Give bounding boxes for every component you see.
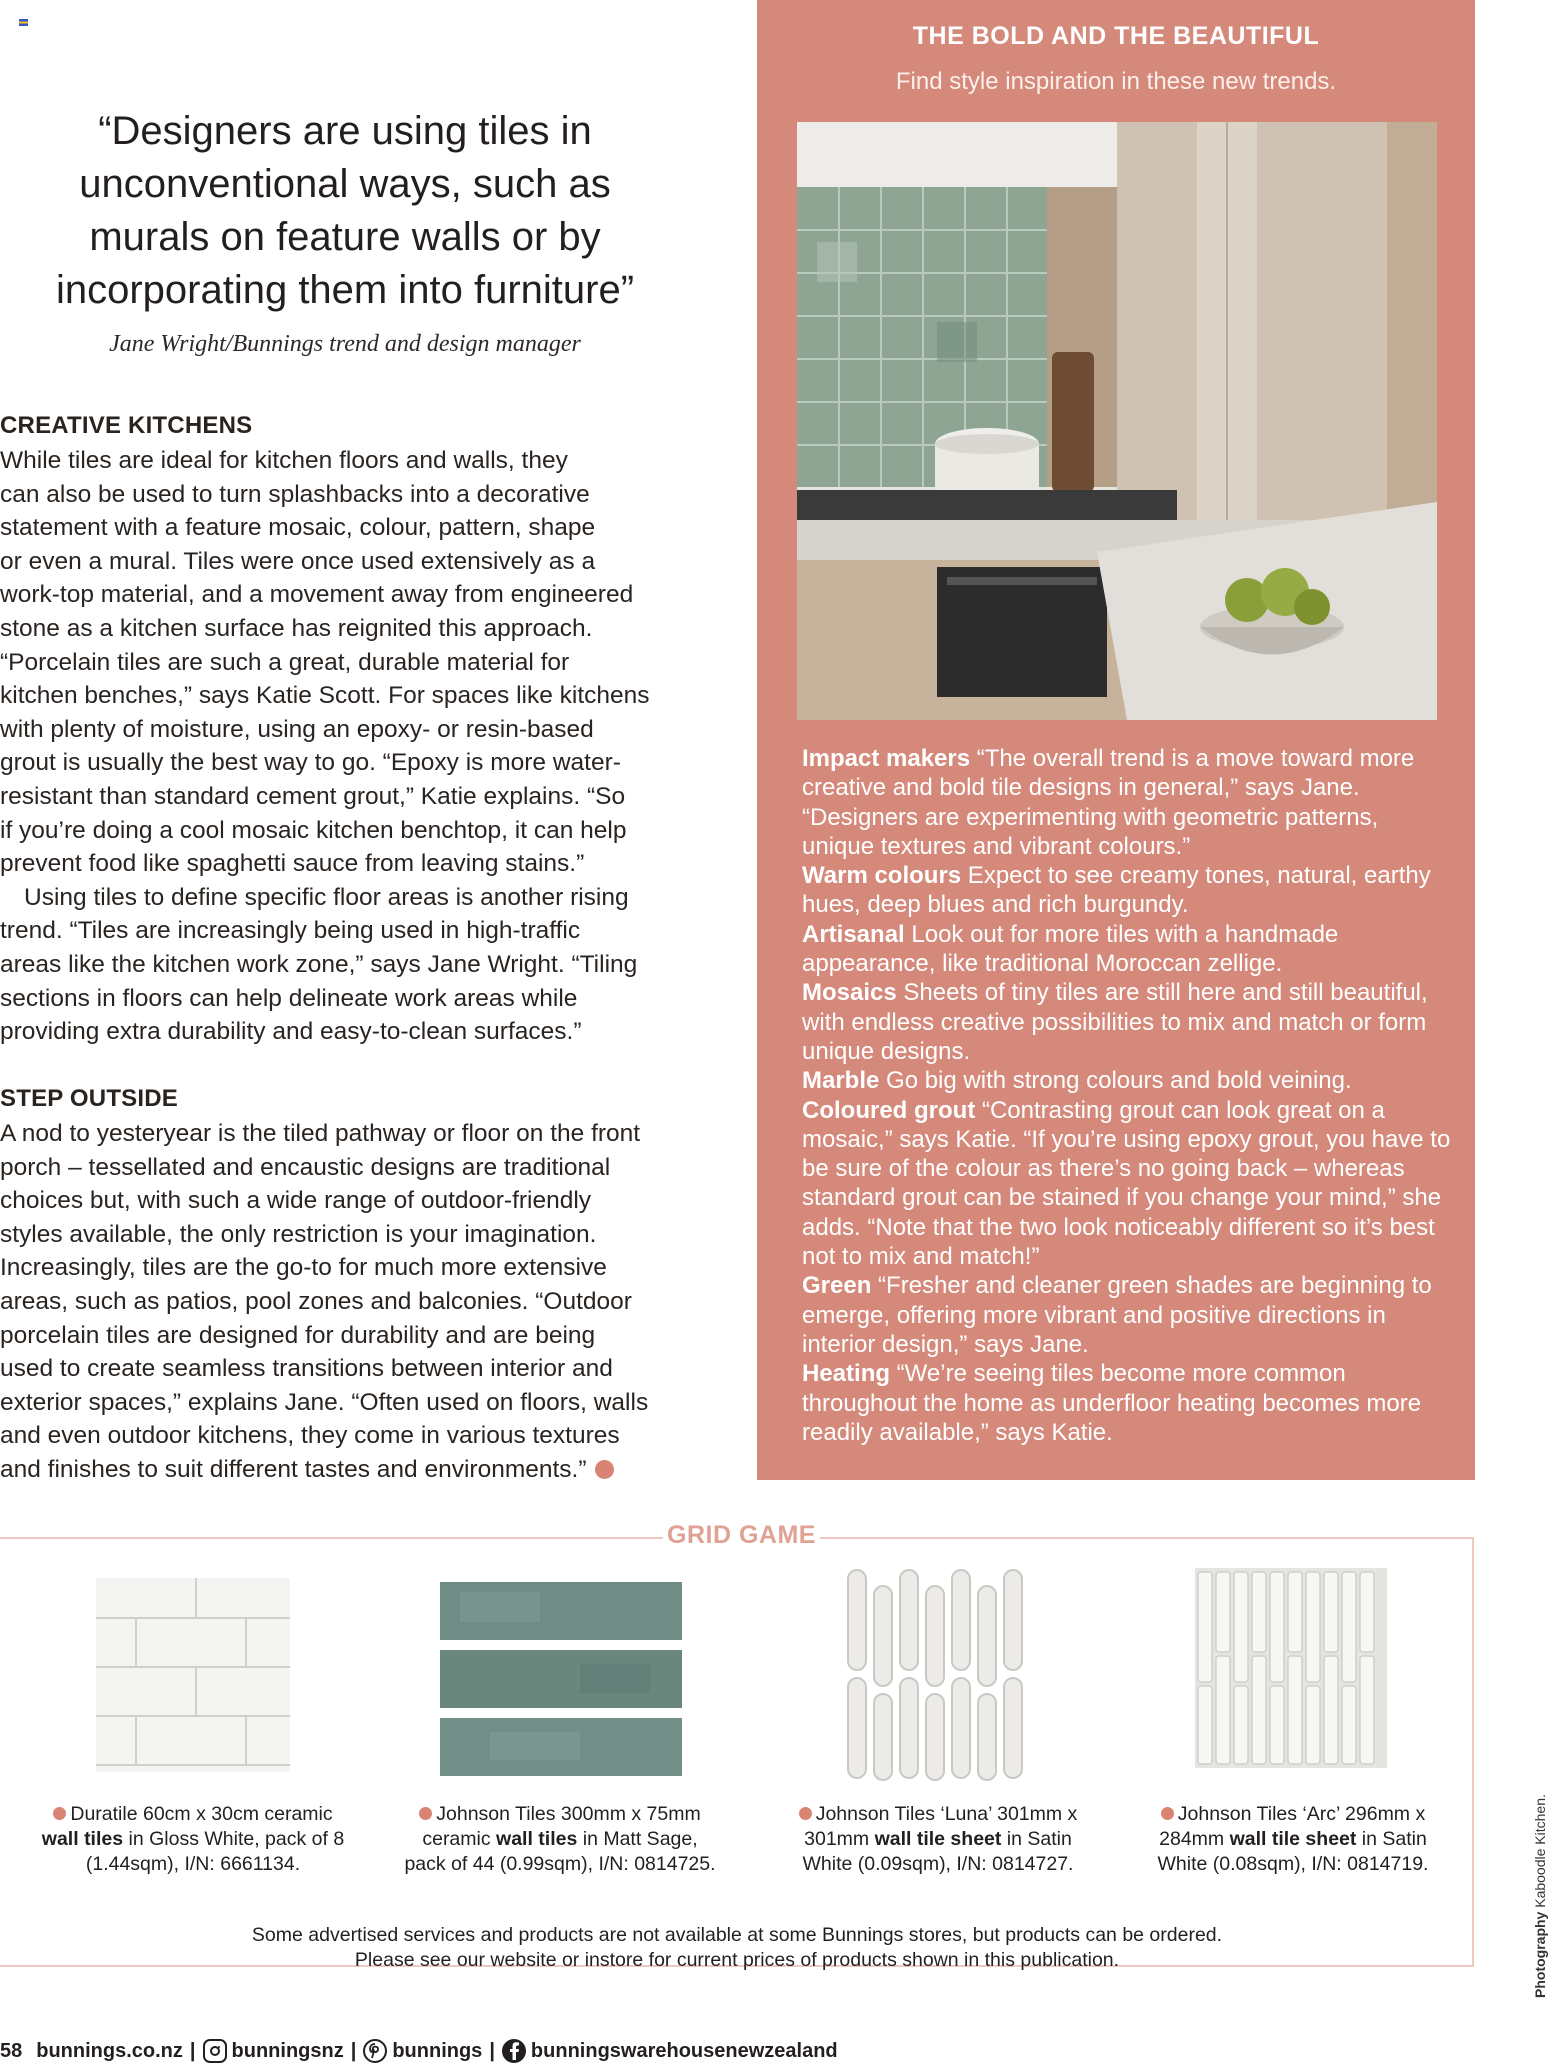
trend-item — [802, 978, 1452, 1066]
product-caption-1: Duratile 60cm x 30cm ceramic wall tiles in Gloss White, pack of 8 (1.44sqm), I/N: 6661134. — [41, 1803, 345, 1875]
bullet-dot — [419, 1807, 432, 1820]
flag-mark — [19, 19, 28, 26]
text-line: used to create seamless transitions between interior and — [0, 1355, 613, 1383]
text-line: areas like the kitchen work zone,” says Jane Wright. “Tiling — [0, 950, 638, 978]
trend-item — [802, 1271, 1452, 1359]
kitchen-photo-illustration — [797, 122, 1437, 720]
section-step-outside — [0, 1085, 720, 1487]
pinterest-handle[interactable]: bunnings — [392, 2039, 483, 2062]
trend-term: Warm colours — [802, 862, 962, 890]
text-line: A nod to yesteryear is the tiled pathway or floor on the front — [0, 1120, 641, 1147]
bullet-dot — [1161, 1807, 1174, 1820]
footer: 58 bunnings.co.nz | bunningsnz | bunnings | bunningswarehousenewzealand — [0, 2039, 838, 2062]
text-line: resistant than standard cement grout,” Katie explains. “So — [0, 782, 626, 810]
trend-term: Green — [802, 1272, 872, 1300]
product-image-arc-sheet — [1195, 1568, 1387, 1773]
product-image-subway-white — [96, 1578, 290, 1777]
text-line: While tiles are ideal for kitchen floors and walls, they — [0, 447, 568, 474]
panel-subtitle: Find style inspiration in these new trends. — [895, 68, 1337, 95]
trend-text: Go big with strong colours and bold veining. — [879, 1067, 1352, 1095]
trend-item — [802, 1066, 1452, 1095]
quote-attribution: Jane Wright/Bunnings trend and design manager — [109, 331, 581, 357]
website-link[interactable]: bunnings.co.nz — [36, 2039, 183, 2062]
text-line: Increasingly, tiles are the go-to for much more extensive — [0, 1254, 607, 1282]
trend-term: Mosaics — [802, 979, 897, 1007]
text-line: and even outdoor kitchens, they come in various textures — [0, 1422, 620, 1450]
trend-item — [802, 744, 1452, 861]
text-line: choices but, with such a wide range of outdoor-friendly — [0, 1187, 592, 1215]
product-caption-2: Johnson Tiles 300mm x 75mm ceramic wall tiles in Matt Sage, pack of 44 (0.99sqm), I/N: 0814725. — [404, 1803, 716, 1875]
trend-text: Sheets of tiny tiles are still here and still beautiful, with endless creative possibilities to mix and match or form unique designs. — [802, 979, 1428, 1065]
text-line: or even a mural. Tiles were once used extensively as a — [0, 547, 596, 575]
trend-text: “Fresher and cleaner green shades are beginning to emerge, offering more vibrant and positive directions in interior design,” says Jane. — [802, 1272, 1432, 1358]
product-image-sage-tiles — [440, 1582, 682, 1781]
text-line: stone as a kitchen surface has reignited this approach. — [0, 614, 593, 642]
text-line: work-top material, and a movement away from engineered — [0, 581, 634, 609]
photo-credit: Photography Kaboodle Kitchen. — [1532, 1794, 1548, 1998]
text-line: with plenty of moisture, using an epoxy- or resin-based — [0, 715, 594, 743]
kitchen-photo — [797, 122, 1437, 720]
text-line: exterior spaces,” explains Jane. “Often used on floors, walls — [0, 1388, 649, 1416]
text-line: trend. “Tiles are increasingly being used in high-traffic — [0, 917, 581, 945]
quote-text — [0, 105, 690, 317]
text-line: murals on feature walls or by — [89, 215, 601, 259]
pull-quote — [0, 105, 690, 358]
trend-text: Expect to see creamy tones, natural, earthy hues, deep blues and rich burgundy. — [802, 862, 1431, 919]
text-line: “Designers are using tiles in — [98, 109, 592, 153]
trend-item — [802, 920, 1452, 979]
trend-text: Look out for more tiles with a handmade appearance, like traditional Moroccan zellige. — [802, 920, 1339, 978]
trend-text: “We’re seeing tiles become more common throughout the home as underfloor heating becomes more readily available,” says Katie. — [802, 1360, 1422, 1446]
disclaimer: Some advertised services and products are not available at some Bunnings stores, but products can be ordered. Please see our website or instore for current prices of products shown in this publication. — [251, 1924, 1223, 1971]
text-line: porch – tessellated and encaustic designs are traditional — [0, 1153, 611, 1181]
trend-text: “The overall trend is a move toward more creative and bold tile designs in general,” says Jane. “Designers are experimenting with geometric patterns, unique textures and vibrant colours.” — [802, 745, 1415, 860]
text-line: statement with a feature mosaic, colour, pattern, shape — [0, 514, 596, 542]
paragraph — [0, 881, 720, 1049]
trends-panel — [757, 0, 1475, 1480]
text-line: incorporating them into furniture” — [55, 268, 635, 312]
trend-term: Heating — [802, 1360, 891, 1388]
trend-term: Marble — [802, 1067, 880, 1095]
trend-item — [802, 1359, 1452, 1447]
page-number: 58 — [0, 2039, 23, 2062]
paragraph — [0, 444, 720, 881]
product-caption-4: Johnson Tiles ‘Arc’ 296mm x 284mm wall tile sheet in Satin White (0.08sqm), I/N: 0814719. — [1157, 1803, 1429, 1875]
trend-term: Artisanal — [802, 920, 905, 948]
section-heading: CREATIVE KITCHENS — [0, 412, 253, 439]
text-line: prevent food like spaghetti sauce from leaving stains.” — [0, 850, 585, 878]
grid-game-title: GRID GAME — [663, 1521, 820, 1550]
text-line: and finishes to suit different tastes and environments.” — [0, 1453, 720, 1487]
text-line: kitchen benches,” says Katie Scott. For spaces like kitchens — [0, 682, 650, 710]
trend-term: Coloured grout — [802, 1096, 976, 1124]
trends-list — [802, 744, 1452, 1447]
panel-title: THE BOLD AND THE BEAUTIFUL — [912, 22, 1320, 50]
text-line: “Porcelain tiles are such a great, durable material for — [0, 648, 570, 676]
bullet-dot — [53, 1807, 66, 1820]
instagram-handle[interactable]: bunningsnz — [231, 2039, 344, 2062]
trend-item — [802, 1096, 1452, 1272]
text-line: styles available, the only restriction is your imagination. — [0, 1220, 597, 1248]
text-line: unconventional ways, such as — [79, 162, 611, 206]
bullet-dot — [799, 1807, 812, 1820]
section-creative-kitchens — [0, 412, 720, 1049]
text-line: sections in floors can help delineate work areas while — [0, 984, 578, 1012]
end-dot — [595, 1460, 614, 1479]
instagram-icon[interactable] — [203, 2039, 227, 2063]
text-line: porcelain tiles are designed for durability and are being — [0, 1321, 596, 1349]
section-heading: STEP OUTSIDE — [0, 1085, 178, 1112]
text-line: Using tiles to define specific floor areas is another rising — [24, 883, 629, 911]
product-caption-3: Johnson Tiles ‘Luna’ 301mm x 301mm wall tile sheet in Satin White (0.09sqm), I/N: 0814727. — [778, 1802, 1098, 1876]
trend-text: “Contrasting grout can look great on a mosaic,” says Katie. “If you’re using epoxy grout, you have to be sure of the colour as there’s no going back – whereas standard grout can be stained if you change your mind,” she adds. “Note that the two look noticeably different so it’s best not to mix and match!” — [802, 1096, 1451, 1271]
facebook-handle[interactable]: bunningswarehousenewzealand — [530, 2039, 838, 2062]
text-line: if you’re doing a cool mosaic kitchen benchtop, it can help — [0, 816, 627, 844]
pinterest-icon[interactable] — [363, 2039, 387, 2063]
product-image-luna-sheet — [844, 1564, 1036, 1791]
text-line: areas, such as patios, pool zones and balconies. “Outdoor — [0, 1287, 632, 1315]
text-line: grout is usually the best way to go. “Epoxy is more water- — [0, 749, 621, 777]
text-line: can also be used to turn splashbacks into a decorative — [0, 480, 590, 508]
trend-term: Impact makers — [802, 745, 971, 772]
facebook-icon[interactable] — [502, 2039, 526, 2063]
text-line: providing extra durability and easy-to-clean surfaces.” — [0, 1018, 582, 1046]
trend-item — [802, 861, 1452, 920]
paragraph — [0, 1117, 720, 1487]
